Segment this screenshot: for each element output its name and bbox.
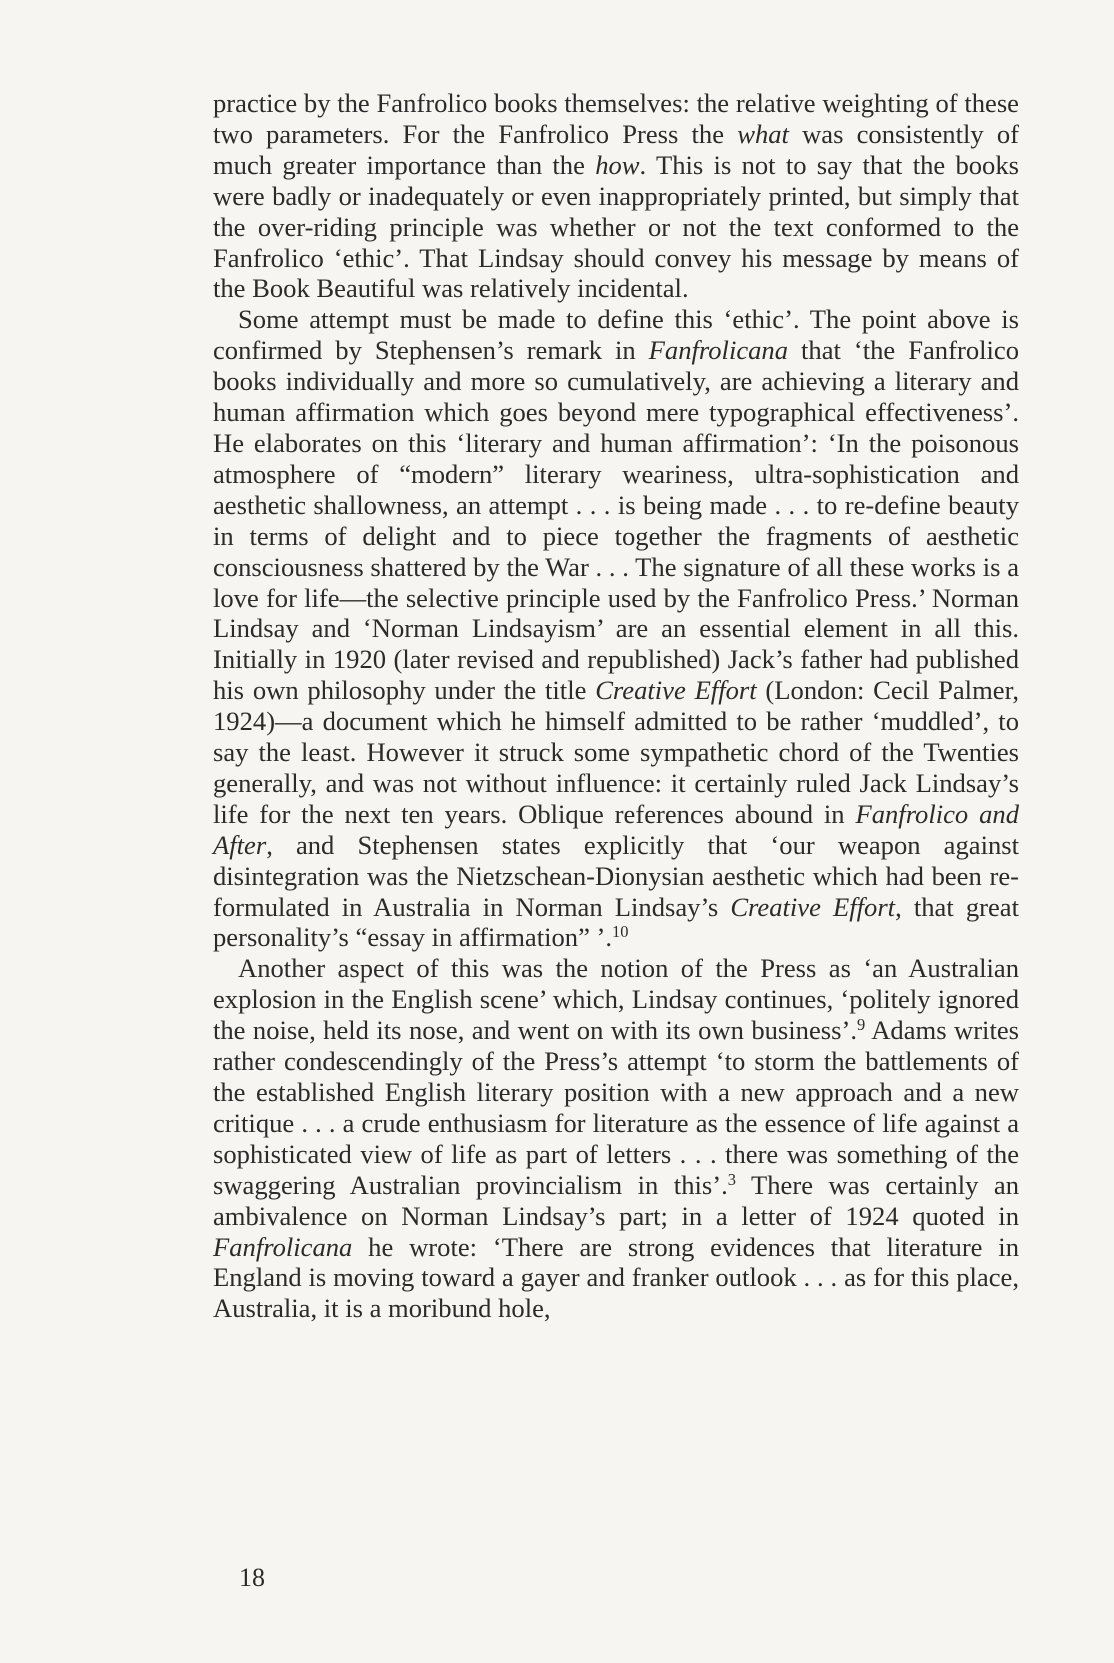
text-run: . This is not to say that the books were badly or inadequately or even inappropriately printed, but simply that the over-riding principle was whether or not the text conformed to the Fanfrolico ‘ethic’. That Lindsay should convey his message by means of the Book Beautiful was relatively incidental. (213, 149, 1019, 304)
text-run: Some attempt must be made to define this ‘ethic’. The point above is confirmed by Stephensen’s remark in (213, 304, 1019, 366)
footnote-ref: 3 (727, 1169, 736, 1189)
text-run: , and Stephensen states explicitly that ‘our weapon against disintegration was the Nietzschean-Dionysian aesthetic which had been re-formulated in Australia in Norman Lindsay’s (213, 829, 1019, 922)
page-number: 18 (239, 1563, 265, 1592)
text-run: (London: Cecil Palmer, 1924)—a document which he himself admitted to be rather ‘muddled’, to say the least. However it struck some sympathetic chord of the Twenties generally, and was not without influence: it certainly ruled Jack Lindsay’s life for the next ten years. Oblique references abound in (213, 675, 1020, 829)
text-run: that ‘the Fanfrolico books individually and more so cumulatively, are achieving a literary and human affirmation which goes beyond mere typographical effectiveness’. He elaborates on this ‘literary and human affirmation’: ‘In the poisonous atmosphere of “modern” literary weariness, ultra-sophistication and aesthetic shallowness, an attempt . . . is being made . . . to re-define beauty in terms of delight and to piece together the fragments of aesthetic consciousness shattered by the War . . . The signature of all these works is a love for life—the selective principle used by the Fanfrolico Press.’ Norman Lindsay and ‘Norman Lindsayism’ are an essential element in all this. Initially in 1920 (later revised and republished) Jack’s father had published his own philosophy under the title (213, 335, 1019, 706)
italic-text: Fanfrolicana (648, 335, 789, 366)
paragraph-3 (213, 953, 1019, 1324)
italic-text: Fanfrolicana (213, 1231, 353, 1262)
paragraph-2 (213, 304, 1019, 953)
body-text (213, 88, 1019, 1324)
italic-text: Creative Effort (730, 891, 896, 922)
text-run: was consistently of much greater importance than the (213, 118, 1019, 180)
italic-text: what (737, 118, 789, 149)
footnote-ref: 9 (856, 1015, 866, 1035)
text-run: Another aspect of this was the notion of the Press as ‘an Australian explosion in the English scene’ which, Lindsay continues, ‘politely ignored the noise, held its nose, and went on with its own business’. (213, 953, 1019, 1046)
paragraph-1 (213, 88, 1019, 304)
text-run: , that great personality’s “essay in affirmation” ’. (213, 891, 1019, 953)
text-run: practice by the Fanfrolico books themselves: the relative weighting of these two parameters. For the Fanfrolico Press the (213, 88, 1019, 149)
italic-text: Fanfrolico and After (213, 798, 1019, 860)
italic-text: Creative Effort (595, 675, 757, 706)
footnote-ref: 10 (612, 922, 629, 942)
italic-text: how (595, 149, 640, 180)
text-run: Adams writes rather condescendingly of the Press’s attempt ‘to storm the battlements of the established English literary position with a new approach and a new critique . . . a crude enthusiasm for literature as the essence of life against a sophisticated view of life as part of letters . . . there was something of the swaggering Australian provincialism in this’. (213, 1015, 1019, 1200)
text-run: he wrote: ‘There are strong evidences that literature in England is moving toward a gayer and franker outlook . . . as for this place, Australia, it is a moribund hole, (213, 1231, 1019, 1324)
text-run: There was certainly an ambivalence on Norman Lindsay’s part; in a letter of 1924 quoted in (213, 1169, 1019, 1231)
